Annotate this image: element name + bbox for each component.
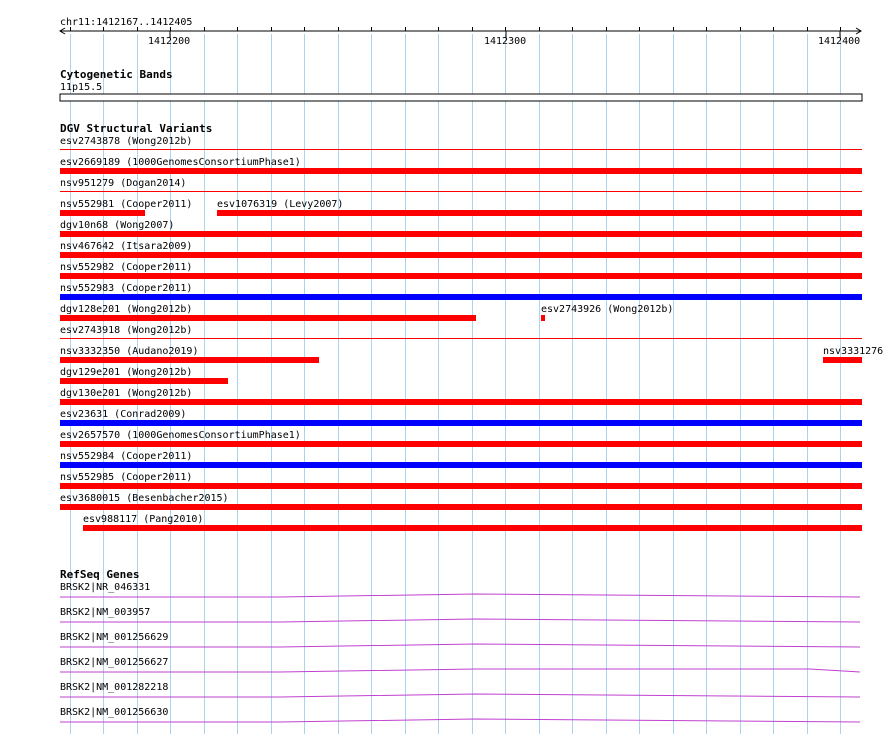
variant-label[interactable]: esv2743918 (Wong2012b) <box>60 325 193 336</box>
variant-glyph[interactable] <box>60 357 319 363</box>
variant-label[interactable]: nsv467642 (Itsara2009) <box>60 241 193 252</box>
gene-label[interactable]: BRSK2|NM_001256629 <box>60 632 169 643</box>
variant-glyph[interactable] <box>60 315 476 321</box>
cytoband-glyph[interactable] <box>60 94 862 101</box>
variant-glyph[interactable] <box>541 315 545 321</box>
variant-glyph[interactable] <box>823 357 862 363</box>
variant-glyph[interactable] <box>60 149 862 150</box>
variant-label[interactable]: nsv552983 (Cooper2011) <box>60 283 193 294</box>
variant-label[interactable]: nsv951279 (Dogan2014) <box>60 178 187 189</box>
variant-label[interactable]: esv2669189 (1000GenomesConsortiumPhase1) <box>60 157 301 168</box>
variant-label[interactable]: nsv3331276 <box>823 346 884 357</box>
dgv-track <box>60 122 883 531</box>
variant-label[interactable]: nsv552981 (Cooper2011) <box>60 199 193 210</box>
variant-glyph[interactable] <box>60 378 228 384</box>
gene-label[interactable]: BRSK2|NR_046331 <box>60 582 151 593</box>
variant-label[interactable]: dgv129e201 (Wong2012b) <box>60 367 193 378</box>
variant-label[interactable]: dgv10n68 (Wong2007) <box>60 220 175 231</box>
variant-glyph[interactable] <box>60 294 862 300</box>
variant-label[interactable]: esv1076319 (Levy2007) <box>217 199 344 210</box>
variant-label[interactable]: esv2743926 (Wong2012b) <box>541 304 674 315</box>
gene-label[interactable]: BRSK2|NM_001256630 <box>60 707 169 718</box>
cytoband-track <box>60 68 862 101</box>
tick-label-1412300: 1412300 <box>484 36 527 47</box>
variant-glyph[interactable] <box>60 420 862 426</box>
variant-glyph[interactable] <box>83 525 862 531</box>
gene-label[interactable]: BRSK2|NM_001256627 <box>60 657 169 668</box>
dgv-track-title: DGV Structural Variants <box>60 122 213 135</box>
variant-glyph[interactable] <box>60 483 862 489</box>
variant-glyph[interactable] <box>60 210 145 216</box>
variant-glyph[interactable] <box>60 338 862 339</box>
gene-label[interactable]: BRSK2|NM_003957 <box>60 607 151 618</box>
variant-label[interactable]: nsv552985 (Cooper2011) <box>60 472 193 483</box>
tick-label-1412200: 1412200 <box>148 36 191 47</box>
variant-label[interactable]: nsv552982 (Cooper2011) <box>60 262 193 273</box>
variant-label[interactable]: esv988117 (Pang2010) <box>83 514 204 525</box>
variant-glyph[interactable] <box>217 210 862 216</box>
variant-label[interactable]: nsv3332350 (Audano2019) <box>60 346 199 357</box>
variant-glyph[interactable] <box>60 191 862 192</box>
variant-glyph[interactable] <box>60 231 862 237</box>
variant-glyph[interactable] <box>60 273 862 279</box>
variant-glyph[interactable] <box>60 399 862 405</box>
variant-glyph[interactable] <box>60 504 862 510</box>
variant-glyph[interactable] <box>60 462 862 468</box>
variant-label[interactable]: dgv128e201 (Wong2012b) <box>60 304 193 315</box>
variant-glyph[interactable] <box>60 441 862 447</box>
tick-label-1412400: 1412400 <box>818 36 861 47</box>
region-label: chr11:1412167..1412405 <box>60 17 193 28</box>
cytoband-track-title: Cytogenetic Bands <box>60 68 173 81</box>
variant-label[interactable]: esv2657570 (1000GenomesConsortiumPhase1) <box>60 430 301 441</box>
variant-glyph[interactable] <box>60 252 862 258</box>
variant-label[interactable]: esv2743878 (Wong2012b) <box>60 136 193 147</box>
variant-label[interactable]: dgv130e201 (Wong2012b) <box>60 388 193 399</box>
variant-label[interactable]: nsv552984 (Cooper2011) <box>60 451 193 462</box>
gene-label[interactable]: BRSK2|NM_001282218 <box>60 682 169 693</box>
refseq-track-title: RefSeq Genes <box>60 568 140 581</box>
variant-glyph[interactable] <box>60 168 862 174</box>
variant-label[interactable]: esv23631 (Conrad2009) <box>60 409 187 420</box>
variant-label[interactable]: esv3680015 (Besenbacher2015) <box>60 493 229 504</box>
cytoband-label[interactable]: 11p15.5 <box>60 82 103 93</box>
